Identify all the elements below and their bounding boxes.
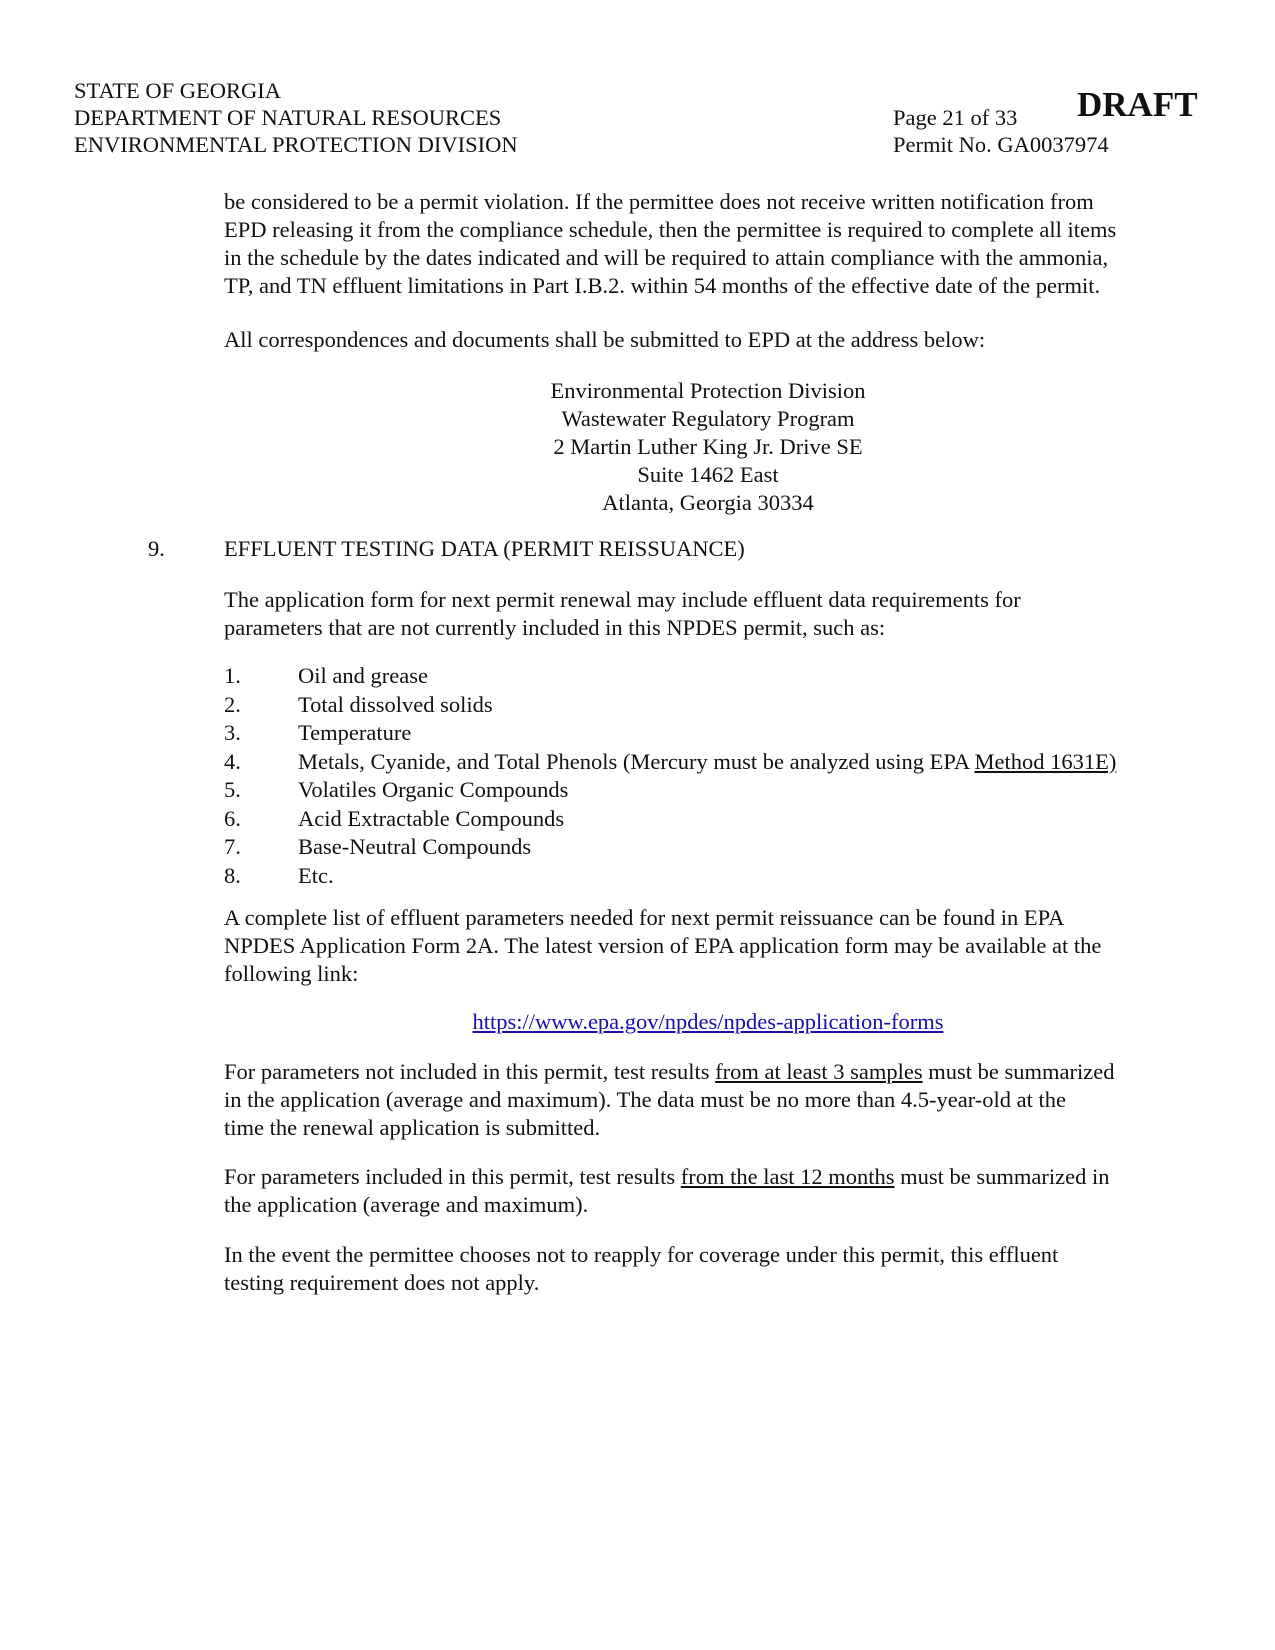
paragraph-line: in the schedule by the dates indicated and will be required to attain compliance with the ammonia, — [224, 245, 1109, 270]
paragraph-line: NPDES Application Form 2A. The latest version of EPA application form may be available at the — [224, 933, 1102, 958]
list-item: 4. Metals, Cyanide, and Total Phenols (Mercury must be analyzed using EPA Method 1631E) — [224, 748, 1117, 774]
address-line: Suite 1462 East — [637, 462, 779, 487]
paragraph-line: following link: — [224, 961, 359, 986]
agency-header — [74, 77, 518, 158]
paragraph-line: time the renewal application is submitted. — [224, 1115, 601, 1140]
application-paragraph — [224, 586, 1192, 642]
epa-forms-link[interactable]: https://www.epa.gov/npdes/npdes-application-forms — [472, 1009, 944, 1034]
list-item: 2. Total dissolved solids — [224, 691, 493, 717]
address-line: Wastewater Regulatory Program — [561, 406, 855, 431]
list-item: 5. Volatiles Organic Compounds — [224, 777, 569, 802]
intro-paragraph — [224, 188, 1192, 300]
list-item: 1. Oil and grease — [224, 663, 428, 688]
included-paragraph — [224, 1163, 1192, 1219]
paragraph-line: testing requirement does not apply. — [224, 1270, 540, 1295]
paragraph-line: The application form for next permit renewal may include effluent data requirements for — [224, 587, 1021, 612]
parameter-list — [224, 662, 1192, 890]
address-line: Atlanta, Georgia 30334 — [602, 490, 814, 515]
list-item: 6. Acid Extractable Compounds — [224, 805, 565, 831]
link-container — [224, 1008, 1192, 1036]
complete-list-paragraph — [224, 904, 1192, 988]
method-reference: Method 1631E) — [974, 748, 1117, 774]
draft-stamp: DRAFT — [1077, 85, 1198, 124]
page-number: Page 21 of 33 — [893, 105, 1018, 130]
agency-line: STATE OF GEORGIA — [74, 78, 281, 103]
paragraph-line: For parameters included in this permit, test results from the last 12 months must be summarized in — [224, 1164, 1110, 1189]
paragraph-line: EPD releasing it from the compliance schedule, then the permittee is required to complete all items — [224, 217, 1117, 242]
paragraph-line: TP, and TN effluent limitations in Part I.B.2. within 54 months of the effective date of the permit. — [224, 273, 1101, 298]
address-line: Environmental Protection Division — [550, 378, 866, 403]
paragraph-line: A complete list of effluent parameters needed for next permit reissuance can be found in EPA — [224, 905, 1065, 930]
list-item: 3. Temperature — [224, 720, 412, 745]
permit-number: Permit No. GA0037974 — [893, 132, 1109, 157]
agency-line: ENVIRONMENTAL PROTECTION DIVISION — [74, 132, 518, 157]
section-number: 9. — [148, 536, 165, 561]
section-heading — [148, 535, 745, 563]
correspondence-text: All correspondences and documents shall be submitted to EPD at the address below: — [224, 327, 986, 352]
paragraph-line: be considered to be a permit violation. If the permittee does not receive written notification from — [224, 189, 1094, 214]
address-line: 2 Martin Luther King Jr. Drive SE — [553, 434, 863, 459]
paragraph-line: parameters that are not currently included in this NPDES permit, such as: — [224, 615, 886, 640]
list-item: 8. Etc. — [224, 862, 334, 888]
paragraph-line: in the application (average and maximum). The data must be no more than 4.5-year-old at the — [224, 1087, 1066, 1112]
paragraph-line: In the event the permittee chooses not to reapply for coverage under this permit, this effluent — [224, 1242, 1059, 1267]
section-title: EFFLUENT TESTING DATA (PERMIT REISSUANCE) — [224, 536, 745, 561]
paragraph-line: For parameters not included in this permit, test results from at least 3 samples must be summarized — [224, 1059, 1115, 1084]
mailing-address — [224, 377, 1192, 517]
agency-line: DEPARTMENT OF NATURAL RESOURCES — [74, 105, 502, 130]
not-included-paragraph — [224, 1058, 1192, 1142]
list-item: 7. Base-Neutral Compounds — [224, 834, 532, 859]
event-paragraph — [224, 1241, 1192, 1297]
paragraph-line: the application (average and maximum). — [224, 1192, 589, 1217]
